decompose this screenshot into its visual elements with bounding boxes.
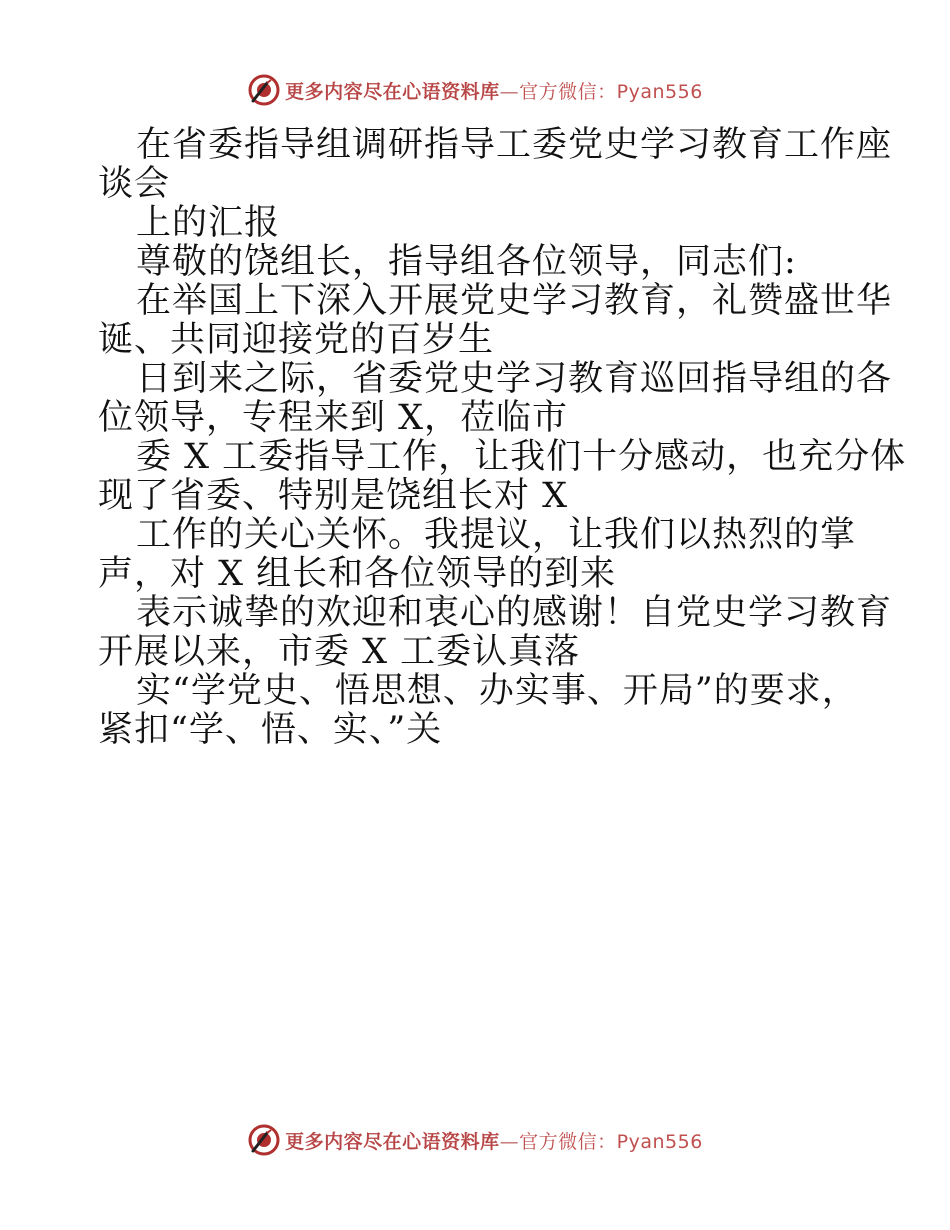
header-library-name: 更多内容尽在心语资料库 <box>285 80 500 103</box>
paragraph-line: 位领导，专程来到 X，莅临市 <box>98 398 569 438</box>
paragraph-line: 委 X 工委指导工作，让我们十分感动，也充分体 <box>136 437 907 477</box>
paragraph-line: 开展以来，市委 X 工委认真落 <box>98 632 581 672</box>
document-body <box>98 125 907 750</box>
title-line-3: 上的汇报 <box>136 203 281 243</box>
header-wechat: 官方微信：Pyan556 <box>519 80 703 103</box>
paragraph-line: 现了省委、特别是饶组长对 X <box>98 476 569 516</box>
paragraph-line: 诞、共同迎接党的百岁生 <box>98 320 495 360</box>
paragraph-line: 表示诚挚的欢迎和衷心的感谢！自党史学习教育 <box>136 593 893 633</box>
header-banner <box>0 70 950 110</box>
library-logo-icon <box>247 1123 281 1157</box>
paragraph-line: 在举国上下深入开展党史学习教育，礼赞盛世华 <box>136 281 893 321</box>
header-banner-text <box>285 77 703 104</box>
paragraph-line: 实“学党史、悟思想、办实事、开局”的要求， <box>136 671 858 711</box>
title-line-2: 谈会 <box>98 164 171 204</box>
title-line-1: 在省委指导组调研指导工委党史学习教育工作座 <box>136 125 893 165</box>
paragraph-line: 日到来之际，省委党史学习教育巡回指导组的各 <box>136 359 893 399</box>
footer-banner-text <box>285 1127 703 1154</box>
salutation-line: 尊敬的饶组长，指导组各位领导，同志们: <box>136 242 797 282</box>
footer-library-name: 更多内容尽在心语资料库 <box>285 1130 500 1153</box>
header-dash: — <box>499 80 520 103</box>
paragraph-line: 紧扣“学、悟、实、”关 <box>98 710 443 750</box>
paragraph-line: 声，对 X 组长和各位领导的到来 <box>98 554 617 594</box>
footer-wechat: 官方微信：Pyan556 <box>519 1130 703 1153</box>
footer-banner <box>0 1120 950 1160</box>
paragraph-line: 工作的关心关怀。我提议，让我们以热烈的掌 <box>136 515 857 555</box>
library-logo-icon <box>247 73 281 107</box>
footer-dash: — <box>499 1130 520 1153</box>
